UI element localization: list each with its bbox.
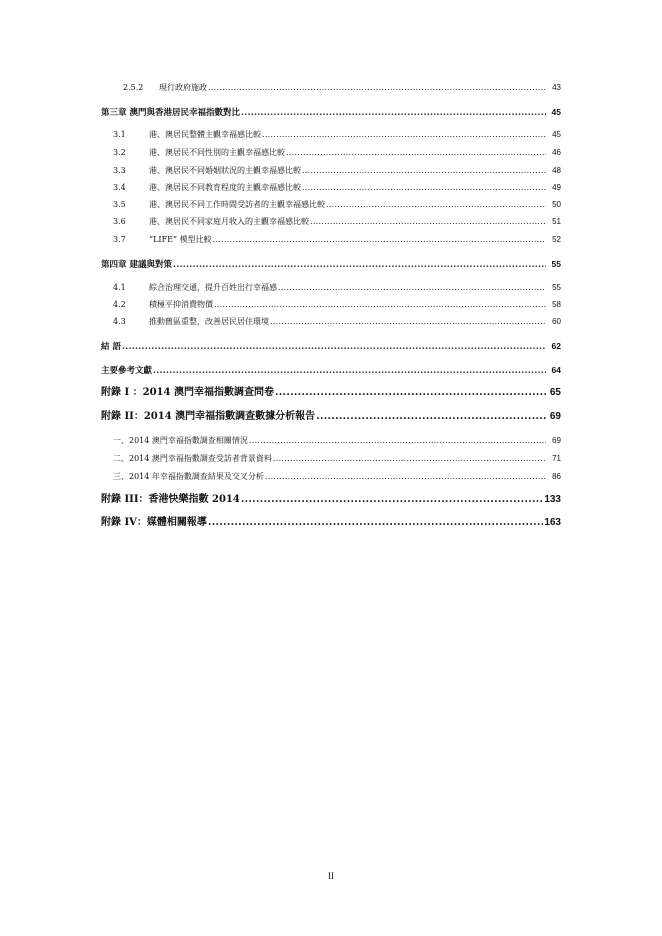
toc-leader-dots xyxy=(265,472,546,482)
toc-leader-dots xyxy=(214,300,546,310)
toc-entry-page: 52 xyxy=(552,235,561,244)
toc-entry-page: 50 xyxy=(552,200,561,209)
toc-entry-3-2[interactable] xyxy=(101,148,561,158)
toc-references[interactable] xyxy=(101,365,561,376)
toc-entry-page: 45 xyxy=(551,107,561,117)
toc-entry-number: 3.5 xyxy=(113,200,126,209)
toc-entry-title: 結 語 xyxy=(101,342,121,352)
toc-entry-title: 綜合治理交通，提升百姓出行幸福感 xyxy=(149,283,277,292)
toc-entry-page: 55 xyxy=(551,259,561,269)
page-number: II xyxy=(328,871,334,881)
toc-entry-page: 65 xyxy=(549,387,561,398)
toc-entry-3-6[interactable] xyxy=(101,217,561,227)
toc-leader-dots xyxy=(278,283,546,293)
toc-entry-page: 46 xyxy=(552,148,561,157)
toc-leader-dots xyxy=(153,366,546,376)
toc-entry-3-4[interactable] xyxy=(101,183,561,193)
toc-entry-number: 4.3 xyxy=(113,317,126,326)
toc-entry-title: 附錄 IV：媒體相關報導 xyxy=(101,517,207,528)
toc-appendix-2-section-2[interactable] xyxy=(101,454,561,464)
toc-entry-title: 推動舊區重整，改善居民居住環境 xyxy=(149,317,269,326)
toc-leader-dots xyxy=(302,183,546,193)
toc-appendix-4[interactable] xyxy=(101,518,561,528)
toc-entry-3-7[interactable] xyxy=(101,235,561,245)
toc-entry-3-1[interactable] xyxy=(101,130,561,140)
toc-entry-title: 港、澳居民整體主觀幸福感比較 xyxy=(149,130,261,139)
toc-entry-page: 71 xyxy=(552,454,561,463)
toc-entry-page: 48 xyxy=(552,166,561,175)
toc-chapter-4[interactable] xyxy=(101,259,561,270)
toc-entry-page: 55 xyxy=(552,283,561,292)
toc-entry-page: 69 xyxy=(549,411,561,422)
toc-entry-3-3[interactable] xyxy=(101,166,561,176)
toc-leader-dots xyxy=(316,412,546,422)
toc-entry-page: 163 xyxy=(544,517,561,528)
toc-leader-dots xyxy=(326,200,546,210)
toc-entry-number: 4.2 xyxy=(113,300,126,309)
toc-entry-page: 43 xyxy=(552,83,561,92)
toc-entry-title: 積極平抑消費物價 xyxy=(149,300,213,309)
toc-leader-dots xyxy=(241,495,543,505)
toc-appendix-1[interactable] xyxy=(101,388,561,398)
toc-leader-dots xyxy=(270,317,546,327)
toc-entry-number: 3.2 xyxy=(113,148,126,157)
toc-entry-4-2[interactable] xyxy=(101,300,561,310)
toc-entry-number: 3.4 xyxy=(113,183,126,192)
toc-leader-dots xyxy=(213,235,546,245)
toc-entry-page: 45 xyxy=(552,130,561,139)
toc-entry-4-3[interactable] xyxy=(101,317,561,327)
toc-entry-title: 二、2014 澳門幸福指數調查受訪者背景資料 xyxy=(113,454,272,463)
toc-entry-page: 69 xyxy=(552,436,561,445)
toc-entry-title: 主要參考文獻 xyxy=(101,366,153,376)
toc-leader-dots xyxy=(241,108,546,118)
toc-leader-dots xyxy=(262,130,546,140)
toc-entry-title: 港、澳居民不同教育程度的主觀幸福感比較 xyxy=(149,183,301,192)
toc-leader-dots xyxy=(173,260,546,270)
toc-leader-dots xyxy=(122,342,546,352)
toc-entry-number: 4.1 xyxy=(113,283,126,292)
toc-appendix-2-section-1[interactable] xyxy=(101,436,561,446)
toc-entry-title: “LIFE” 模型比較 xyxy=(149,235,212,244)
toc-entry-2-5-2[interactable] xyxy=(101,83,561,93)
toc-entry-3-5[interactable] xyxy=(101,200,561,210)
toc-leader-dots xyxy=(302,166,546,176)
toc-entry-page: 62 xyxy=(551,341,561,351)
toc-entry-title: 港、澳居民不同工作時間受訪者的主觀幸福感比較 xyxy=(149,200,325,209)
toc-entry-page: 51 xyxy=(552,217,561,226)
toc-entry-number: 3.1 xyxy=(113,130,126,139)
toc-entry-4-1[interactable] xyxy=(101,283,561,293)
toc-appendix-3[interactable] xyxy=(101,495,561,505)
toc-leader-dots xyxy=(249,436,546,446)
toc-entry-title: 附錄 I ：2014 澳門幸福指數調查問卷 xyxy=(101,387,274,398)
toc-leader-dots xyxy=(208,518,543,528)
toc-entry-page: 58 xyxy=(552,300,561,309)
toc-leader-dots xyxy=(275,388,546,398)
toc-entry-page: 133 xyxy=(544,494,561,505)
toc-entry-page: 49 xyxy=(552,183,561,192)
toc-appendix-2-section-3[interactable] xyxy=(101,472,561,482)
toc-leader-dots xyxy=(310,217,546,227)
toc-leader-dots xyxy=(286,148,546,158)
toc-entry-title: 港、澳居民不同婚姻狀況的主觀幸福感比較 xyxy=(149,166,301,175)
toc-entry-title: 港、澳居民不同家庭月收入的主觀幸福感比較 xyxy=(149,217,309,226)
toc-entry-number: 3.3 xyxy=(113,166,126,175)
toc-leader-dots xyxy=(273,454,546,464)
toc-entry-title: 第三章 澳門與香港居民幸福指數對比 xyxy=(101,108,240,118)
toc-leader-dots xyxy=(208,83,546,93)
toc-chapter-3[interactable] xyxy=(101,107,561,118)
toc-entry-number: 2.5.2 xyxy=(123,83,144,92)
toc-entry-title: 港、澳居民不同性別的主觀幸福感比較 xyxy=(149,148,285,157)
toc-entry-page: 60 xyxy=(552,317,561,326)
toc-entry-title: 附錄 III：香港快樂指數 2014 xyxy=(101,494,240,505)
toc-entry-title: 三、2014 年幸福指數調查結果及交叉分析 xyxy=(113,472,264,481)
toc-entry-title: 第四章 建議與對策 xyxy=(101,260,172,270)
toc-appendix-2[interactable] xyxy=(101,412,561,422)
toc-entry-title: 一、2014 澳門幸福指數調查相關情況 xyxy=(113,436,248,445)
toc-entry-number: 3.7 xyxy=(113,235,126,244)
toc-entry-title: 現行政府施政 xyxy=(159,83,207,92)
toc-conclusion[interactable] xyxy=(101,341,561,352)
toc-entry-page: 64 xyxy=(551,365,561,375)
toc-entry-page: 86 xyxy=(552,472,561,481)
toc-entry-title: 附錄 II：2014 澳門幸福指數調查數據分析報告 xyxy=(101,411,316,422)
toc-entry-number: 3.6 xyxy=(113,217,126,226)
